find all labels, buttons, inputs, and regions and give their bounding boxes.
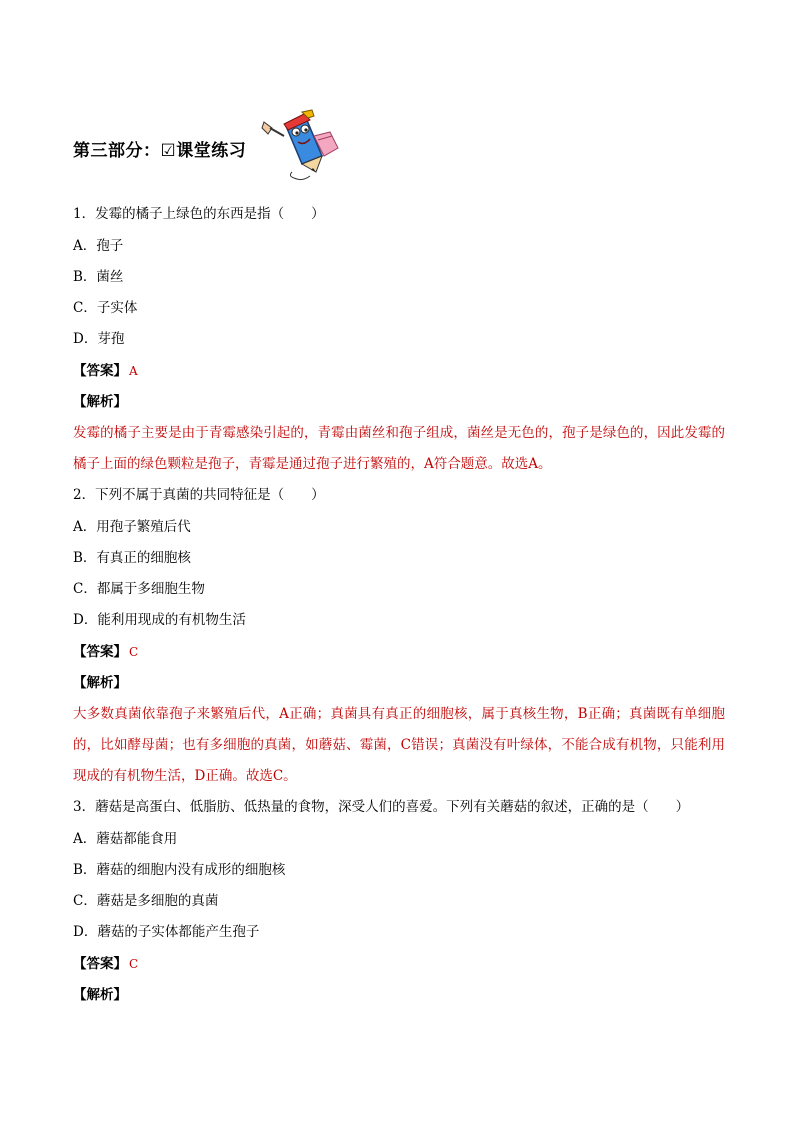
question-3-stem: 3．蘑菇是高蛋白、低脂肪、低热量的食物，深受人们的喜爱。下列有关蘑菇的叙述，正确的是（ ）	[73, 799, 690, 815]
answer-value: C	[129, 957, 139, 971]
question-3-option-d: D．蘑菇的子实体都能产生孢子	[73, 924, 260, 940]
question-2-answer	[73, 643, 138, 661]
section-title: 第三部分：☑课堂练习	[73, 141, 247, 161]
answer-label: 【答案】	[73, 644, 127, 660]
question-1-analysis-text: 发霉的橘子主要是由于青霉感染引起的，青霉由菌丝和孢子组成，菌丝是无色的，孢子是绿色的，因此发霉的橘子上面的绿色颗粒是孢子，青霉是通过孢子进行繁殖的，A符合题意。故选A。	[73, 425, 725, 472]
answer-value: C	[129, 645, 139, 659]
question-1-option-c: C．子实体	[73, 300, 138, 316]
answer-label: 【答案】	[73, 956, 127, 972]
question-2-option-b: B．有真正的细胞核	[73, 550, 191, 566]
question-1-answer	[73, 362, 138, 380]
question-3-analysis-label	[73, 986, 127, 1004]
question-1-stem: 1．发霉的橘子上绿色的东西是指（ ）	[73, 206, 325, 222]
question-1-option-a: A．孢子	[73, 238, 124, 254]
answer-label: 【答案】	[73, 363, 127, 379]
question-3-option-a: A．蘑菇都能食用	[73, 831, 178, 847]
question-3-option-c: C．蘑菇是多细胞的真菌	[73, 893, 219, 909]
answer-value: A	[129, 364, 138, 378]
question-1-option-d: D．芽孢	[73, 331, 125, 347]
question-2-analysis-text: 大多数真菌依靠孢子来繁殖后代，A正确；真菌具有真正的细胞核，属于真核生物，B正确；真菌既有单细胞的，比如酵母菌；也有多细胞的真菌，如蘑菇、霉菌，C错误；真菌没有叶绿体，不能合成有机物，只能利用现成的有机物生活，D正确。故选C。	[73, 706, 725, 784]
question-1-option-b: B．菌丝	[73, 269, 124, 285]
question-1-analysis-label	[73, 393, 127, 411]
analysis-label: 【解析】	[73, 675, 127, 691]
question-3-option-b: B．蘑菇的细胞内没有成形的细胞核	[73, 862, 286, 878]
question-2-analysis-label	[73, 674, 127, 692]
analysis-label: 【解析】	[73, 987, 127, 1003]
analysis-label: 【解析】	[73, 394, 127, 410]
question-2-option-d: D．能利用现成的有机物生活	[73, 612, 246, 628]
question-3-answer	[73, 955, 138, 973]
pencil-mascot-illustration	[258, 106, 342, 186]
question-2-stem: 2．下列不属于真菌的共同特征是（ ）	[73, 487, 325, 503]
question-2-option-c: C．都属于多细胞生物	[73, 581, 205, 597]
question-2-option-a: A．用孢子繁殖后代	[73, 519, 191, 535]
